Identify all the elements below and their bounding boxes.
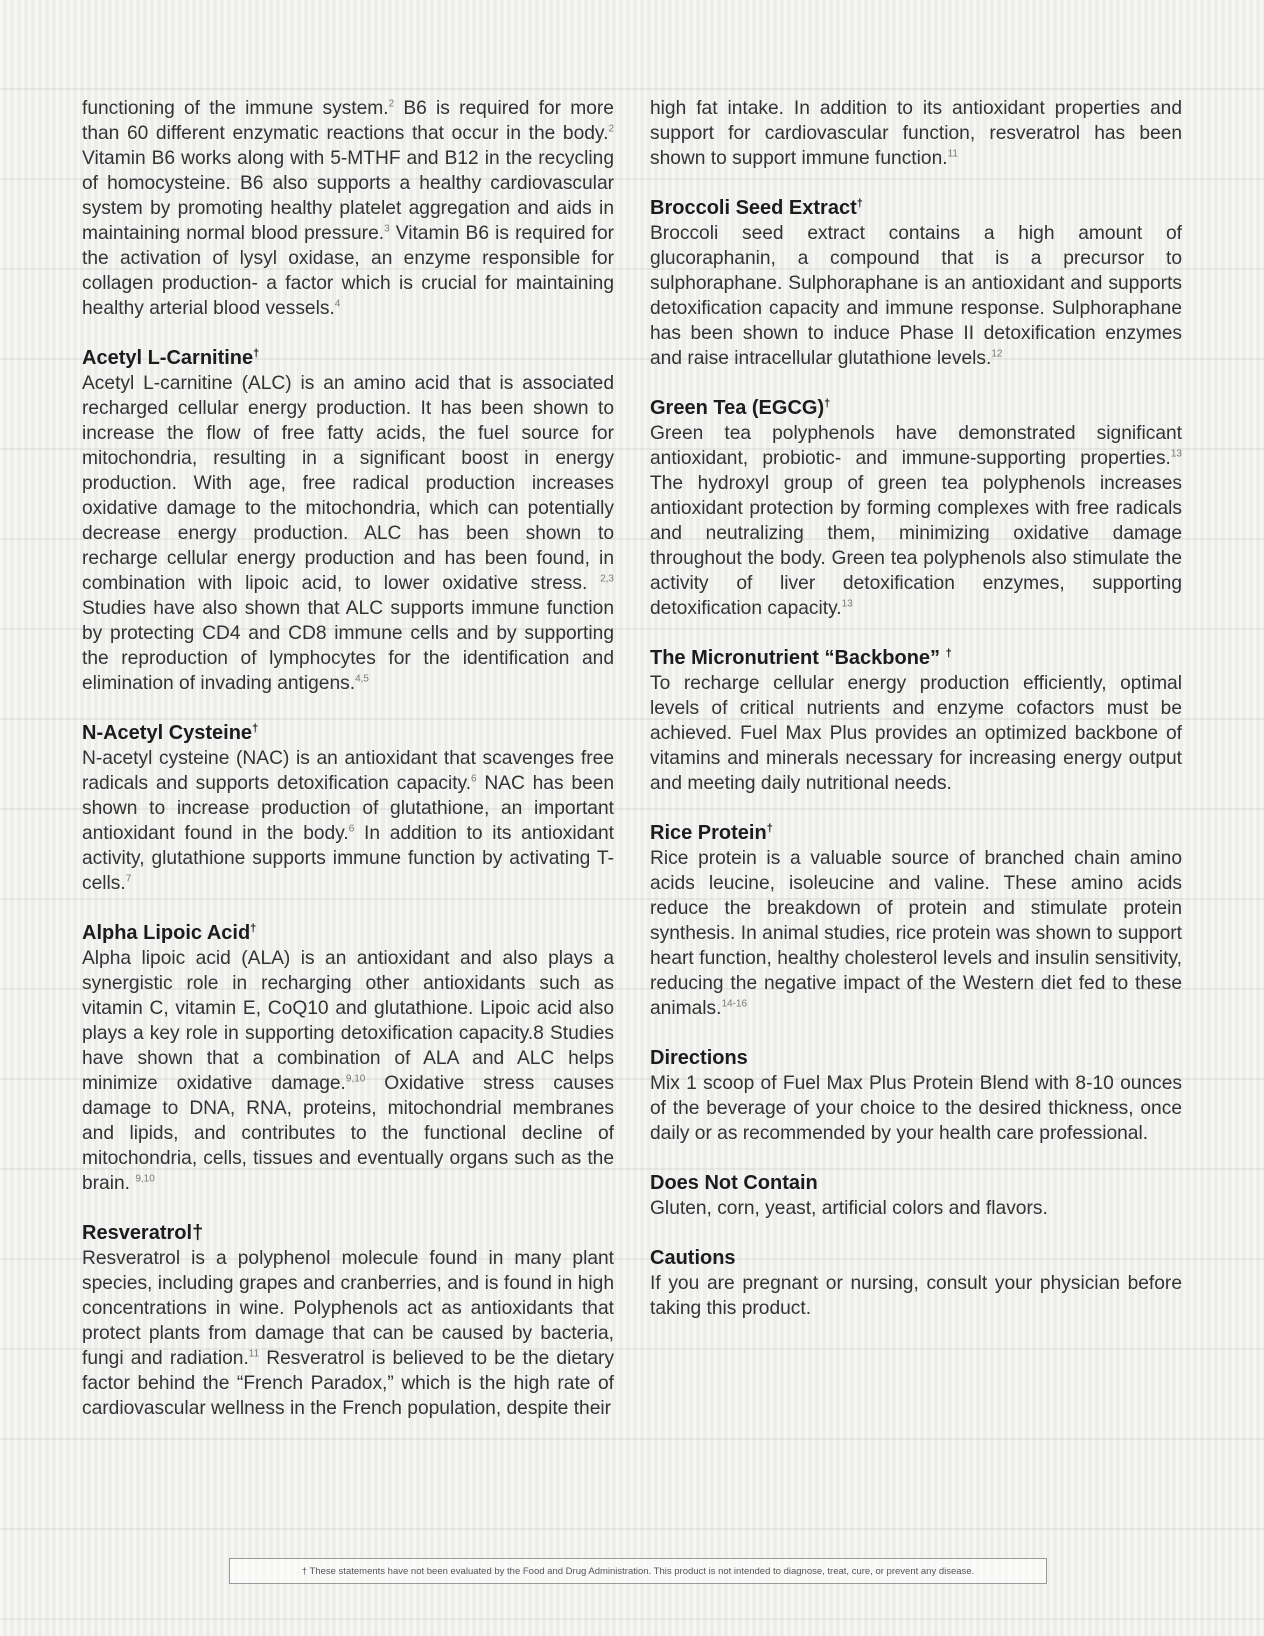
directions-body: Mix 1 scoop of Fuel Max Plus Protein Blend with 8-10 ounces of the beverage of your choice to the desired thickness, once daily or as recommended by your health care professional. xyxy=(650,1073,1182,1144)
section-rice-protein xyxy=(650,821,1182,1021)
section-micronutrient-backbone xyxy=(650,646,1182,796)
green-tea-body: Green tea polyphenols have demonstrated significant antioxidant, probiotic- and immune-supporting properties.$^{13}$ The hydroxyl group of green tea polyphenols increases antioxidant protection by forming complexes with free radicals and neutralizing them, minimizing oxidative damage throughout the body. Green tea polyphenols also stimulate the activity of liver detoxification enzymes, supporting detoxification capacity.$^{13}$ xyxy=(650,423,1182,619)
broccoli-heading: Broccoli Seed Extract† xyxy=(650,197,863,219)
section-cautions xyxy=(650,1246,1182,1321)
broccoli-body: Broccoli seed extract contains a high amount of glucoraphanin, a compound that is a precursor to sulphoraphane. Sulphoraphane is an antioxidant and supports detoxification capacity and immune response. Sulphoraphane has been shown to induce Phase II detoxification enzymes and raise intracellular glutathione levels.$^{12}$ xyxy=(650,223,1182,369)
section-directions xyxy=(650,1046,1182,1146)
section-resveratrol xyxy=(82,1221,614,1421)
resveratrol-heading: Resveratrol† xyxy=(82,1222,204,1244)
section-b6-continued xyxy=(82,96,614,321)
backbone-heading: The Micronutrient “Backbone” † xyxy=(650,647,952,669)
acetyl-body: Acetyl L-carnitine (ALC) is an amino acid that is associated recharged cellular energy production. It has been shown to increase the flow of free fatty acids, the fuel source for mitochondria, resulting in a significant boost in energy production. With age, free radical production increases oxidative damage to the mitochondria, which can potentially decrease energy production. ALC has been shown to recharge cellular energy production and has been found, in combination with lipoic acid, to lower oxidative stress. $^{2,3}$ Studies have also shown that ALC supports immune function by protecting CD4 and CD8 immune cells and by supporting the reproduction of lymphocytes for the identification and elimination of invading antigens.$^{4,5}$ xyxy=(82,373,614,694)
right-column xyxy=(650,96,1182,1346)
section-resveratrol-continued xyxy=(650,96,1182,171)
nac-body: N-acetyl cysteine (NAC) is an antioxidant that scavenges free radicals and supports detoxification capacity.$^6$ NAC has been shown to increase production of glutathione, an important antioxidant found in the body.$^6$ In addition to its antioxidant activity, glutathione supports immune function by activating T-cells.$^7$ xyxy=(82,748,615,894)
fda-disclaimer-text: † These statements have not been evaluated by the Food and Drug Administration. This product is not intended to diagnose, treat, cure, or prevent any disease. xyxy=(301,1565,975,1577)
does-not-contain-heading: Does Not Contain xyxy=(650,1172,818,1194)
rice-heading: Rice Protein† xyxy=(650,822,773,844)
nac-heading: N-Acetyl Cysteine† xyxy=(82,722,259,744)
section-acetyl-l-carnitine xyxy=(82,346,614,696)
section-alpha-lipoic-acid xyxy=(82,921,614,1196)
ala-body: Alpha lipoic acid (ALA) is an antioxidant and also plays a synergistic role in recharging other antioxidants such as vitamin C, vitamin E, CoQ10 and glutathione. Lipoic acid also plays a key role in supporting detoxification capacity.8 Studies have shown that a combination of ALA and ALC helps minimize oxidative damage.$^{9,10}$ Oxidative stress causes damage to DNA, RNA, proteins, mitochondrial membranes and lipids, and contributes to the functional decline of mitochondria, cells, tissues and eventually organs such as the brain. $^{9,10}$ xyxy=(82,948,614,1194)
does-not-contain-body: Gluten, corn, yeast, artificial colors and flavors. xyxy=(650,1198,1048,1219)
acetyl-heading: Acetyl L-Carnitine† xyxy=(82,347,260,369)
section-green-tea xyxy=(650,396,1182,621)
section-broccoli-seed-extract xyxy=(650,196,1182,371)
rice-body: Rice protein is a valuable source of branched chain amino acids leucine, isoleucine and valine. These amino acids reduce the breakdown of protein and stimulate protein synthesis. In animal studies, rice protein was shown to support heart function, healthy cholesterol levels and insulin sensitivity, reducing the negative impact of the Western diet fed to these animals.$^{14-16}$ xyxy=(650,848,1182,1019)
left-column xyxy=(82,96,614,1446)
green-tea-heading: Green Tea (EGCG)† xyxy=(650,397,831,419)
cautions-heading: Cautions xyxy=(650,1247,736,1269)
ala-heading: Alpha Lipoic Acid† xyxy=(82,922,257,944)
section-n-acetyl-cysteine xyxy=(82,721,614,896)
b6-body: functioning of the immune system.$^2$ B6 is required for more than 60 different enzymatic reactions that occur in the body.$^2$ Vitamin B6 works along with 5-MTHF and B12 in the recycling of homocysteine. B6 also supports a healthy cardiovascular system by promoting healthy platelet aggregation and aids in maintaining normal blood pressure.$^3$ Vitamin B6 is required for the activation of lysyl oxidase, an enzyme responsible for collagen production- a factor which is crucial for maintaining healthy arterial blood vessels.$^4$ xyxy=(82,98,614,319)
section-does-not-contain xyxy=(650,1171,1182,1221)
resveratrol-body: Resveratrol is a polyphenol molecule found in many plant species, including grapes and cranberries, and is found in high concentrations in wine. Polyphenols act as antioxidants that protect plants from damage that can be caused by bacteria, fungi and radiation.$^{11}$ Resveratrol is believed to be the dietary factor behind the “French Paradox,” which is the high rate of cardiovascular wellness in the French population, despite their xyxy=(82,1248,614,1419)
fda-disclaimer-box xyxy=(229,1558,1047,1584)
resveratrol-continued-body: high fat intake. In addition to its antioxidant properties and support for cardiovascular function, resveratrol has been shown to support immune function.$^{11}$ xyxy=(650,98,1182,169)
cautions-body: If you are pregnant or nursing, consult your physician before taking this product. xyxy=(650,1273,1182,1319)
directions-heading: Directions xyxy=(650,1047,748,1069)
backbone-body: To recharge cellular energy production efficiently, optimal levels of critical nutrients and enzyme cofactors must be achieved. Fuel Max Plus provides an optimized backbone of vitamins and minerals necessary for increasing energy output and meeting daily nutritional needs. xyxy=(650,673,1182,794)
